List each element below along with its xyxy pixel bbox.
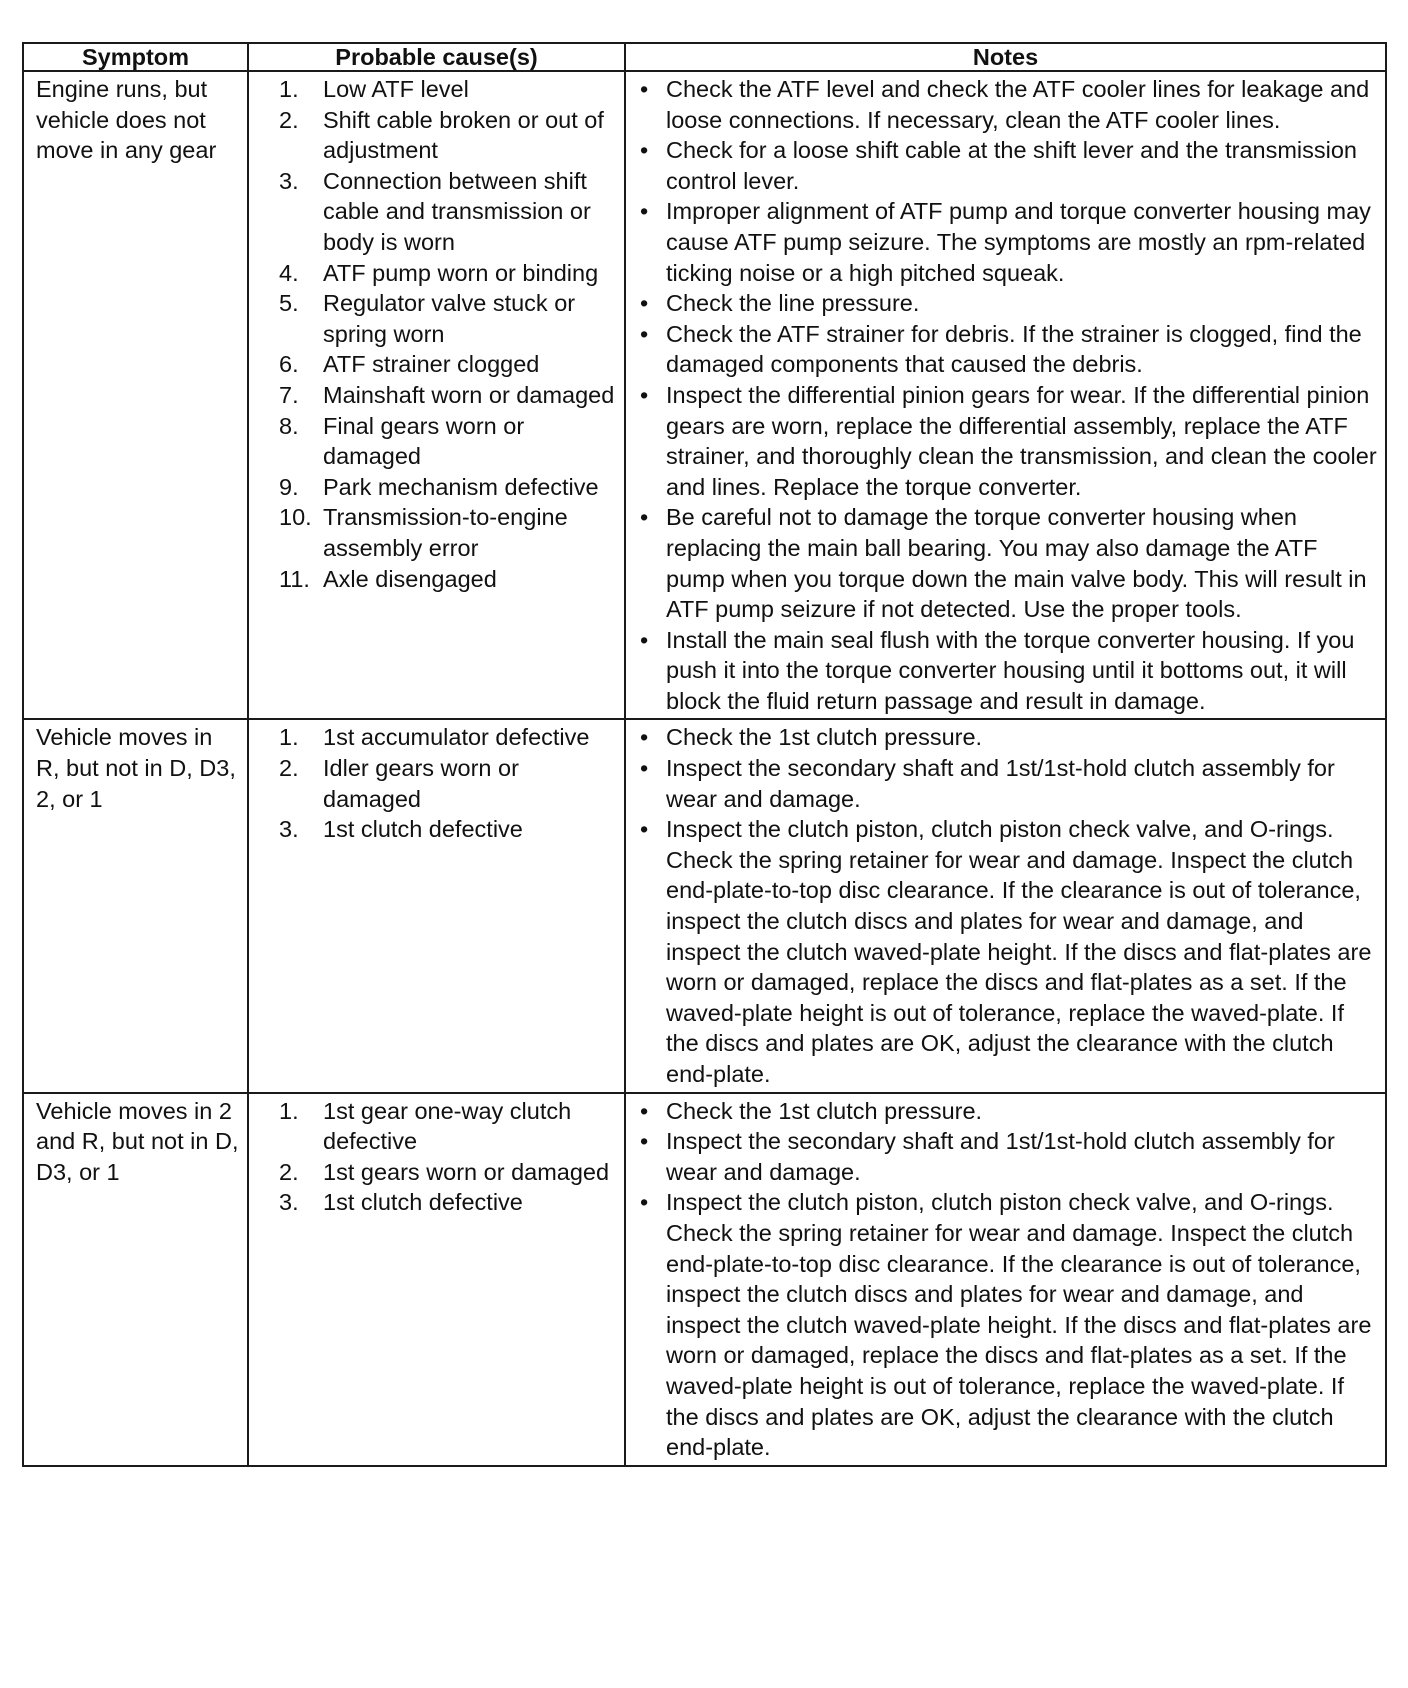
cause-text: 1st clutch defective <box>323 1189 523 1216</box>
note-text: Inspect the clutch piston, clutch piston check valve, and O-rings. Check the spring retainer for wear and damage. Inspect the clutch end-plate-to-top disc clearance. If the clearance is out of tolerance, inspect the clutch discs and plates for wear and damage, and inspect the clutch waved-plate height. If the discs and flat-plates are worn or damaged, replace the discs and flat-plates as a set. If the waved-plate height is out of tolerance, replace the waved-plate. If the discs and plates are OK, adjust the clearance with the clutch end-plate. <box>666 816 1372 1087</box>
cause-number: 10. <box>279 504 312 531</box>
causes-cell <box>248 719 625 1092</box>
bullet-icon: • <box>640 320 649 347</box>
notes-cell <box>625 1093 1386 1466</box>
cause-number: 1. <box>279 76 299 102</box>
cause-item <box>257 814 618 845</box>
bullet-icon: • <box>640 198 649 225</box>
note-list <box>634 74 1377 716</box>
note-text: Inspect the secondary shaft and 1st/1st-hold clutch assembly for wear and damage. <box>666 755 1335 812</box>
table-row <box>23 719 1386 1092</box>
table-body <box>23 71 1386 1466</box>
bullet-icon: • <box>640 504 649 531</box>
cause-number: 9. <box>279 473 299 500</box>
cause-text: 1st gear one-way clutch defective <box>323 1097 572 1155</box>
cause-number: 3. <box>279 167 299 194</box>
cause-item <box>257 349 618 380</box>
bullet-icon: • <box>640 290 649 317</box>
cause-text: Axle disengaged <box>323 565 497 592</box>
cause-list <box>257 722 618 844</box>
cause-number: 7. <box>279 381 299 408</box>
cause-item <box>257 380 618 411</box>
note-item <box>634 1187 1377 1462</box>
header-notes: Notes <box>625 43 1386 71</box>
note-item <box>634 74 1377 135</box>
note-list <box>634 722 1377 1089</box>
cause-list <box>257 1096 618 1218</box>
cause-text: ATF pump worn or binding <box>323 259 599 286</box>
note-text: Install the main seal flush with the torque converter housing. If you push it into the torque converter housing until it bottoms out, it will block the fluid return passage and result in damage. <box>666 626 1355 714</box>
header-causes: Probable cause(s) <box>248 43 625 71</box>
cause-number: 2. <box>279 755 299 782</box>
bullet-icon: • <box>640 816 649 843</box>
cause-text: ATF strainer clogged <box>323 351 540 378</box>
cause-text: 1st clutch defective <box>323 816 523 843</box>
troubleshooting-table <box>22 42 1387 1467</box>
cause-text: 1st gears worn or damaged <box>323 1158 610 1185</box>
cause-number: 6. <box>279 351 299 378</box>
cause-number: 3. <box>279 1189 299 1216</box>
notes-cell <box>625 719 1386 1092</box>
note-item <box>634 196 1377 288</box>
cause-number: 3. <box>279 816 299 843</box>
note-item <box>634 625 1377 717</box>
note-item <box>634 753 1377 814</box>
note-item <box>634 722 1377 753</box>
bullet-icon: • <box>640 137 649 164</box>
note-text: Inspect the secondary shaft and 1st/1st-hold clutch assembly for wear and damage. <box>666 1128 1335 1185</box>
note-text: Check the ATF strainer for debris. If the strainer is clogged, find the damaged components that caused the debris. <box>666 320 1362 378</box>
bullet-icon: • <box>640 1128 649 1155</box>
cause-item <box>257 472 618 503</box>
note-item <box>634 502 1377 624</box>
cause-text: Shift cable broken or out of adjustment <box>323 106 604 164</box>
note-item <box>634 288 1377 319</box>
causes-cell <box>248 1093 625 1466</box>
header-row <box>23 43 1386 71</box>
bullet-icon: • <box>640 626 649 653</box>
cause-list <box>257 74 618 594</box>
cause-item <box>257 1187 618 1218</box>
note-item <box>634 135 1377 196</box>
notes-cell <box>625 71 1386 719</box>
symptom-cell: Vehicle moves in R, but not in D, D3, 2, or 1 <box>23 719 248 1092</box>
causes-cell <box>248 71 625 719</box>
cause-text: Park mechanism defective <box>323 473 599 500</box>
cause-text: Transmission-to-engine assembly error <box>323 504 568 561</box>
cause-number: 1. <box>279 724 299 751</box>
cause-number: 2. <box>279 1158 299 1185</box>
note-list <box>634 1096 1377 1463</box>
note-text: Check the line pressure. <box>666 290 920 317</box>
symptom-cell: Engine runs, but vehicle does not move in any gear <box>23 71 248 719</box>
cause-number: 1. <box>279 1097 299 1124</box>
cause-item <box>257 105 618 166</box>
cause-item <box>257 753 618 814</box>
note-item <box>634 380 1377 502</box>
cause-number: 2. <box>279 106 299 133</box>
cause-text: Mainshaft worn or damaged <box>323 381 615 408</box>
symptom-cell: Vehicle moves in 2 and R, but not in D, D3, or 1 <box>23 1093 248 1466</box>
cause-number: 4. <box>279 259 299 286</box>
cause-number: 5. <box>279 290 299 317</box>
note-item <box>634 1096 1377 1127</box>
bullet-icon: • <box>640 1097 649 1124</box>
note-text: Inspect the differential pinion gears for wear. If the differential pinion gears are worn, replace the differential assembly, replace the ATF strainer, and thoroughly clean the transmission, and clean the cooler and lines. Replace the torque converter. <box>666 381 1377 500</box>
cause-text: Connection between shift cable and transmission or body is worn <box>323 167 591 255</box>
cause-text: Idler gears worn or damaged <box>323 755 519 812</box>
cause-item <box>257 288 618 349</box>
table-row <box>23 71 1386 719</box>
cause-text: Final gears worn or damaged <box>323 412 525 470</box>
bullet-icon: • <box>640 1189 649 1216</box>
cause-item <box>257 1096 618 1157</box>
note-item <box>634 319 1377 380</box>
bullet-icon: • <box>640 755 649 782</box>
bullet-icon: • <box>640 724 649 751</box>
header-symptom: Symptom <box>23 43 248 71</box>
note-text: Check the 1st clutch pressure. <box>666 724 983 751</box>
cause-number: 11. <box>279 565 310 592</box>
note-text: Be careful not to damage the torque converter housing when replacing the main ball bearing. You may also damage the ATF pump when you torque down the main valve body. This will result in ATF pump seizure if not detected. Use the proper tools. <box>666 504 1367 623</box>
cause-text: Low ATF level <box>323 76 469 102</box>
cause-item <box>257 1157 618 1188</box>
note-text: Check the 1st clutch pressure. <box>666 1097 983 1124</box>
cause-item <box>257 258 618 289</box>
cause-item <box>257 166 618 258</box>
cause-item <box>257 502 618 563</box>
cause-item <box>257 74 618 105</box>
note-item <box>634 814 1377 1089</box>
cause-number: 8. <box>279 412 299 439</box>
table-row <box>23 1093 1386 1466</box>
cause-item <box>257 722 618 753</box>
bullet-icon: • <box>640 76 649 102</box>
note-item <box>634 1126 1377 1187</box>
note-text: Improper alignment of ATF pump and torque converter housing may cause ATF pump seizure. The symptoms are mostly an rpm-related ticking noise or a high pitched squeak. <box>666 198 1371 286</box>
note-text: Check the ATF level and check the ATF cooler lines for leakage and loose connections. If necessary, clean the ATF cooler lines. <box>666 76 1370 133</box>
cause-item <box>257 564 618 595</box>
bullet-icon: • <box>640 381 649 408</box>
cause-text: Regulator valve stuck or spring worn <box>323 290 576 347</box>
note-text: Inspect the clutch piston, clutch piston check valve, and O-rings. Check the spring retainer for wear and damage. Inspect the clutch end-plate-to-top disc clearance. If the clearance is out of tolerance, inspect the clutch discs and plates for wear and damage, and inspect the clutch waved-plate height. If the discs and flat-plates are worn or damaged, replace the discs and flat-plates as a set. If the waved-plate height is out of tolerance, replace the waved-plate. If the discs and plates are OK, adjust the clearance with the clutch end-plate. <box>666 1189 1372 1461</box>
note-text: Check for a loose shift cable at the shift lever and the transmission control lever. <box>666 137 1357 194</box>
cause-text: 1st accumulator defective <box>323 724 590 751</box>
cause-item <box>257 411 618 472</box>
